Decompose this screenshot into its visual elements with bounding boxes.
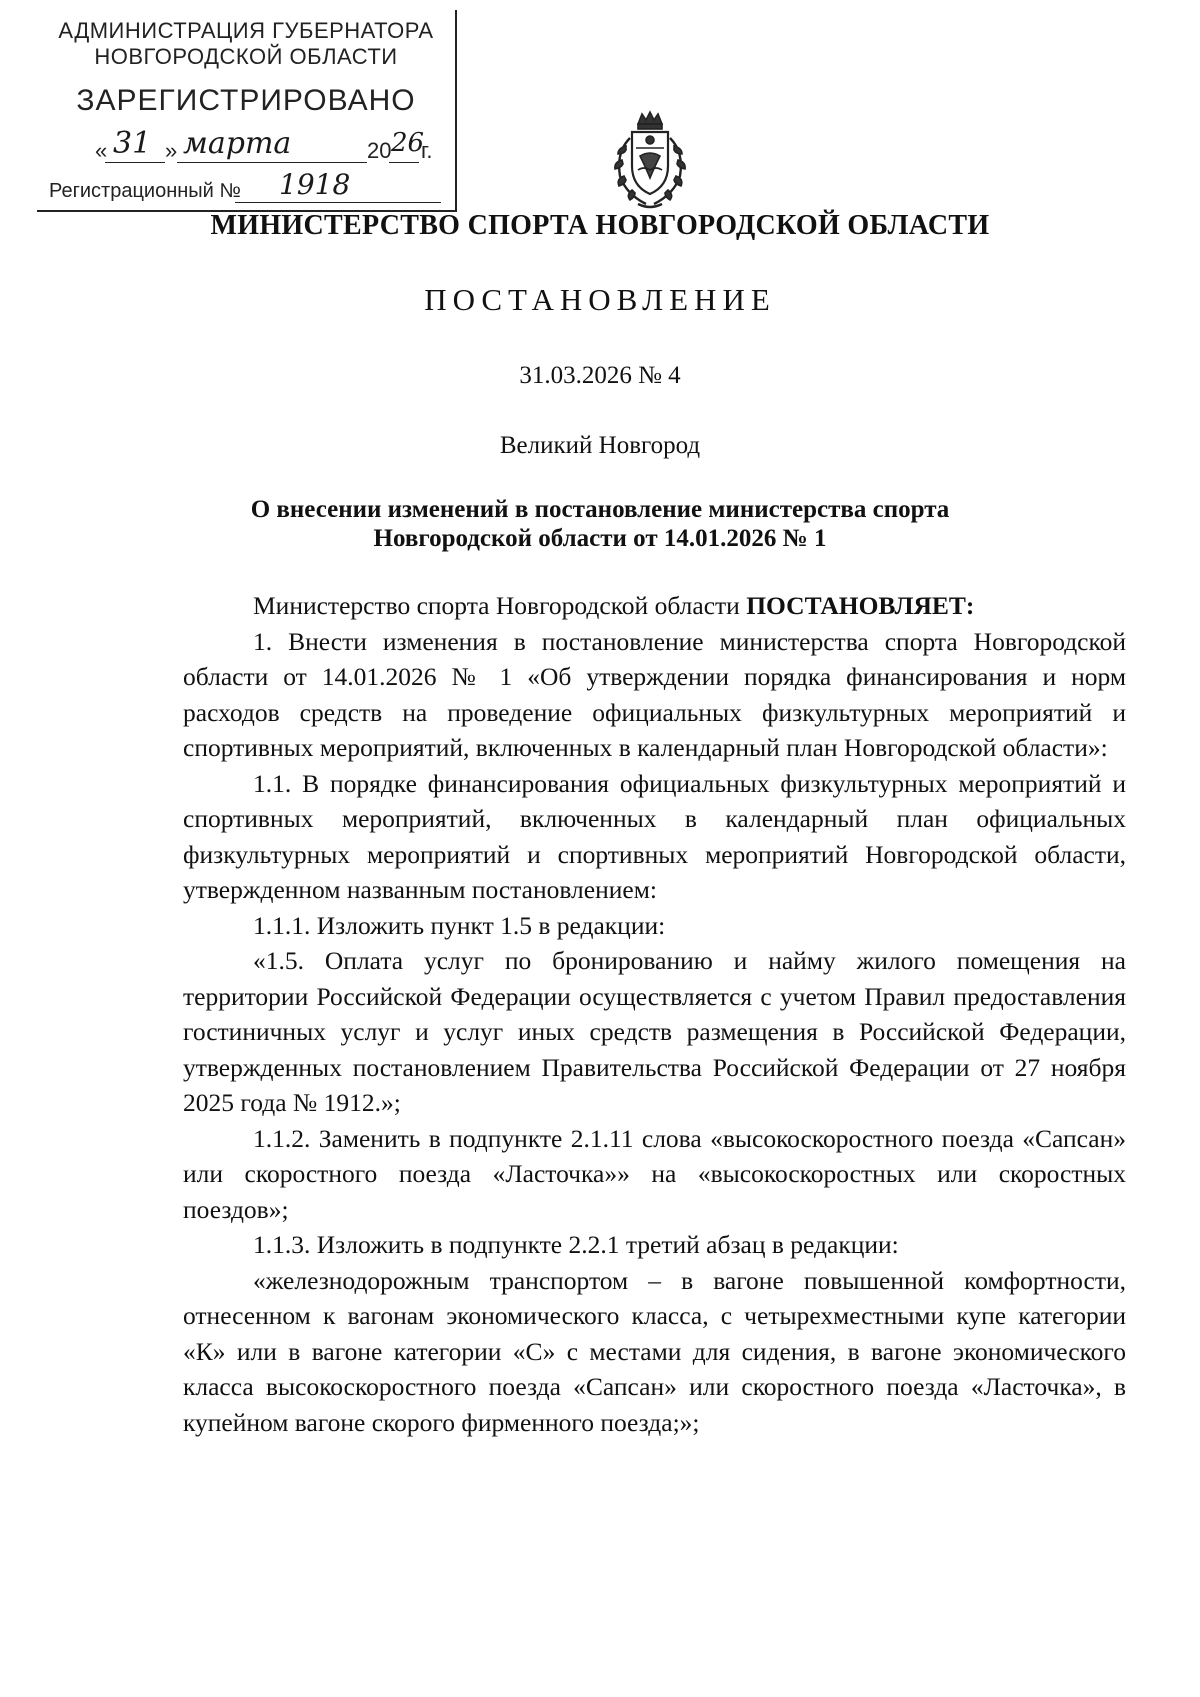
paragraph-1-5-text: «1.5. Оплата услуг по бронированию и найму жилого помещения на территории Российской Федерации осуществляется с учетом Правил предоставления гостиничных услуг и услуг иных средств размещения в Российской Федерации, утвержденных постановлением Правительства Российской Федерации от 27 ноября 2025 года № 1912.»; <box>183 946 1126 1117</box>
stamp-reg-number-row <box>49 168 455 210</box>
stamp-date-row <box>65 126 455 172</box>
paragraph-railway-text: «железнодорожным транспортом – в вагоне повышенной комфортности, отнесенном к вагонам экономического класса, с четырехместными купе категории «К» или в вагоне категории «С» с местами для сидения, в вагоне экономического класса высокоскоростного поезда «Сапсан» или скоростного поезда «Ласточка», в купейном вагоне скорого фирменного поезда;»; <box>183 1265 1126 1437</box>
stamp-year-prefix: 20 <box>367 138 392 163</box>
stamp-reg-underline <box>235 202 441 203</box>
document-body <box>183 588 1126 1440</box>
stamp-month: марта <box>183 126 292 161</box>
registration-stamp <box>37 10 457 212</box>
document-type: ПОСТАНОВЛЕНИЕ <box>424 282 776 317</box>
stamp-reg-number: 1918 <box>279 168 351 201</box>
document-title-line1: О внесении изменений в постановление министерства спорта <box>250 496 950 523</box>
document-date-number: 31.03.2026 № 4 <box>519 362 681 389</box>
paragraph-1-1-2: 1.1.2. Заменить в подпункте 2.1.11 слова «высокоскоростного поезда «Сапсан» или скоростного поезда «Ласточка»» на «высокоскоростных или скоростных поездов»; <box>183 1123 1126 1224</box>
paragraph-1-1-1: 1.1.1. Изложить пункт 1.5 в редакции: <box>253 910 666 940</box>
stamp-authority-line2: НОВГОРОДСКОЙ ОБЛАСТИ <box>94 44 398 69</box>
stamp-authority-line1: АДМИНИСТРАЦИЯ ГУБЕРНАТОРА <box>58 18 434 43</box>
document-title <box>0 495 1200 553</box>
paragraph-1-1: 1.1. В порядке финансирования официальных физкультурных мероприятий и спортивных мероприятий, включенных в календарный план официальных физкультурных мероприятий и спортивных мероприятий Новгородской области, утвержденном названным постановлением: <box>183 768 1126 904</box>
resolution-keyword: ПОСТАНОВЛЯЕТ: <box>746 591 975 620</box>
stamp-quote-close: » <box>165 138 178 163</box>
paragraph-1: 1. Внести изменения в постановление министерства спорта Новгородской области от 14.01.2026 № 1 «Об утверждении порядка финансирования и норм расходов средств на проведение официальных физкультурных мероприятий и спортивных мероприятий, включенных в календарный план Новгородской области»: <box>183 626 1126 762</box>
stamp-year-underline <box>389 162 419 163</box>
document-city: Великий Новгород <box>499 432 701 459</box>
stamp-day-underline <box>105 162 165 163</box>
stamp-reg-label: Регистрационный № <box>49 180 241 202</box>
document-title-line2: Новгородской области от 14.01.2026 № 1 <box>373 525 827 552</box>
stamp-year-end: г. <box>421 138 433 163</box>
resolution-lead <box>183 588 1126 624</box>
stamp-month-underline <box>177 162 367 163</box>
resolution-lead-text: Министерство спорта Новгородской области <box>253 591 747 620</box>
ministry-name: МИНИСТЕРСТВО СПОРТА НОВГОРОДСКОЙ ОБЛАСТИ <box>210 210 990 241</box>
coat-of-arms-emblem <box>608 108 692 212</box>
stamp-day: 31 <box>113 126 152 161</box>
stamp-year-suffix: 26 <box>391 128 425 158</box>
stamp-registered-label: ЗАРЕГИСТРИРОВАНО <box>76 84 416 117</box>
stamp-quote-open: « <box>95 138 108 163</box>
paragraph-1-1-3: 1.1.3. Изложить в подпункте 2.2.1 третий абзац в редакции: <box>253 1230 899 1259</box>
